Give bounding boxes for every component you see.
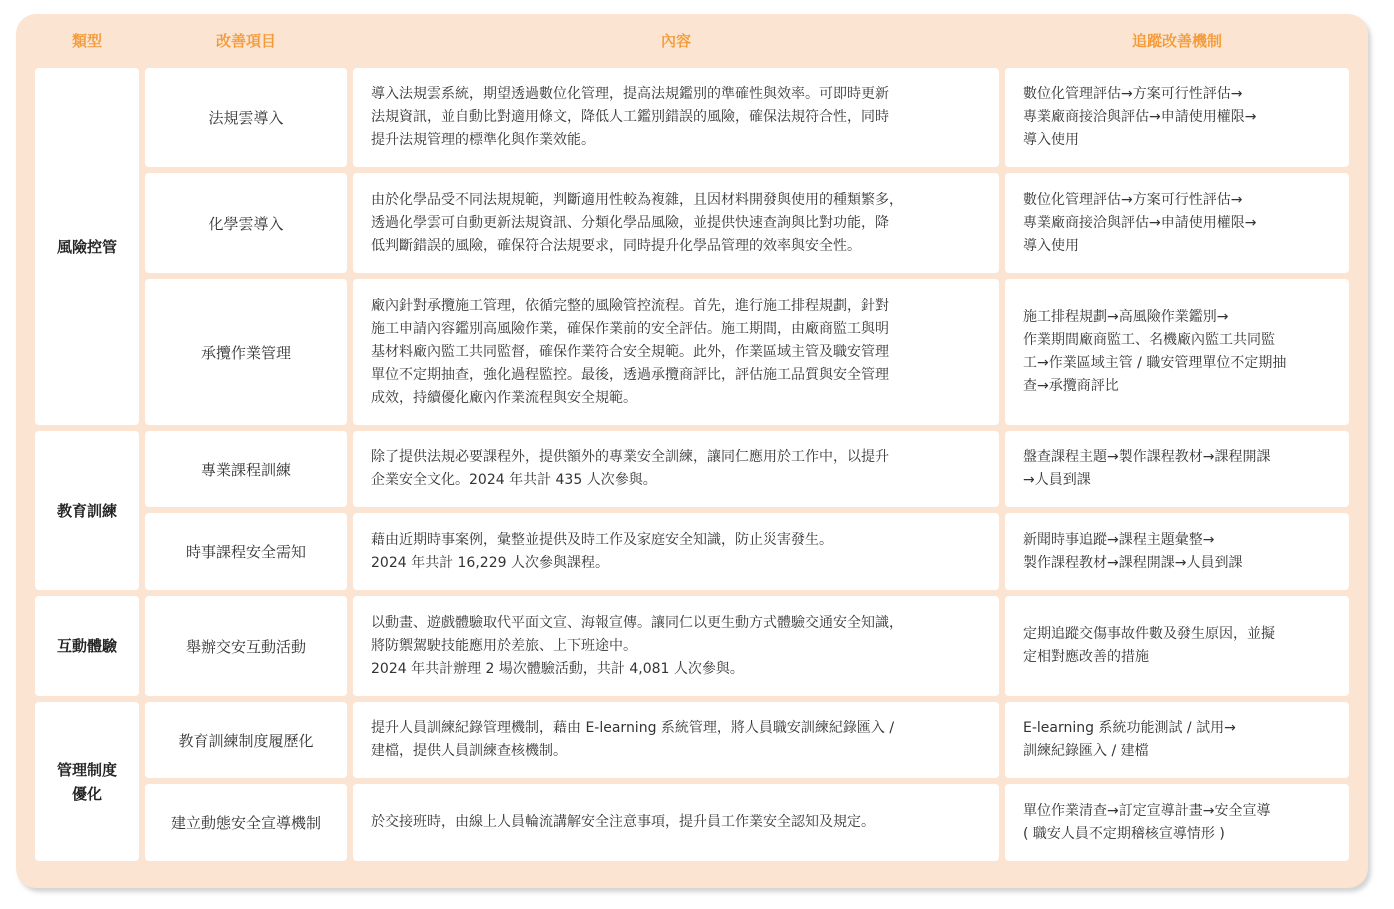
content-cell: [353, 513, 999, 590]
content-line: 除了提供法規必要課程外，提供額外的專業安全訓練，讓同仁應用於工作中，以提升: [371, 449, 889, 465]
item-cell: [145, 596, 347, 696]
item-label: 化學雲導入: [208, 214, 284, 233]
item-label: 建立動態安全宣導機制: [170, 814, 321, 832]
category-label-line: 優化: [71, 784, 102, 803]
item-cell: [145, 513, 347, 590]
header-content: 內容: [660, 32, 691, 50]
mechanism-line: 作業期間廠商監工、名機廠內監工共同監: [1023, 332, 1275, 348]
mechanism-line: 盤查課程主題→製作課程教材→課程開課: [1023, 449, 1271, 465]
content-cell: [353, 596, 999, 696]
content-line: 施工申請內容鑑別高風險作業，確保作業前的安全評估。施工期間，由廠商監工與明: [371, 320, 889, 337]
mechanism-line: 施工排程規劃→高風險作業鑑別→: [1023, 309, 1229, 325]
improvement-table-panel: [16, 14, 1368, 888]
item-cell: [145, 784, 347, 861]
category-management-optimization: [35, 702, 139, 861]
mechanism-line: →人員到課: [1023, 472, 1091, 488]
mechanism-line: 專業廠商接洽與評估→申請使用權限→: [1023, 214, 1257, 231]
mechanism-line: 單位作業清查→訂定宣導計畫→安全宣導: [1023, 802, 1271, 819]
mechanism-line: 製作課程教材→課程開課→人員到課: [1023, 554, 1243, 571]
category-label-line: 教育訓練: [56, 501, 117, 520]
category-risk-control: [35, 68, 139, 425]
item-label: 教育訓練制度履歷化: [178, 731, 314, 750]
mechanism-cell: [1005, 596, 1349, 696]
content-line: 單位不定期抽查，強化過程監控。最後，透過承攬商評比，評估施工品質與安全管理: [371, 366, 889, 383]
content-line: 成效，持續優化廠內作業流程與安全規範。: [371, 389, 637, 406]
header-mechanism: 追蹤改善機制: [1131, 32, 1222, 50]
mechanism-line: 新聞時事追蹤→課程主題彙整→: [1023, 531, 1215, 548]
content-line: 提升人員訓練紀錄管理機制，藉由 E-learning 系統管理，將人員職安訓練紀錄匯入 /: [371, 720, 895, 736]
mechanism-line: 導入使用: [1023, 132, 1079, 148]
mechanism-line: E-learning 系統功能測試 / 試用→: [1023, 720, 1236, 736]
category-interactive-experience: [35, 596, 139, 696]
content-line: 2024 年共計辦理 2 場次體驗活動，共計 4,081 人次參與。: [371, 660, 744, 677]
mechanism-line: 工→作業區域主管 / 職安管理單位不定期抽: [1023, 355, 1287, 371]
category-label-line: 管理制度: [56, 760, 117, 779]
mechanism-line: ( 職安人員不定期稽核宣導情形 ): [1023, 825, 1225, 842]
mechanism-line: 導入使用: [1023, 237, 1079, 254]
header-type: 類型: [71, 32, 102, 50]
content-cell: [353, 279, 999, 425]
content-line: 提升法規管理的標準化與作業效能。: [371, 132, 595, 148]
item-label: 舉辦交安互動活動: [185, 637, 306, 656]
mechanism-line: 數位化管理評估→方案可行性評估→: [1023, 86, 1243, 102]
category-label-line: 互動體驗: [56, 637, 117, 655]
item-cell: [145, 431, 347, 507]
mechanism-line: 專業廠商接洽與評估→申請使用權限→: [1023, 109, 1257, 125]
content-cell: [353, 702, 999, 778]
mechanism-cell: [1005, 431, 1349, 507]
content-line: 基材料廠內監工共同監督，確保作業符合安全規範。此外，作業區域主管及職安管理: [371, 343, 889, 360]
content-cell: [353, 68, 999, 167]
mechanism-line: 數位化管理評估→方案可行性評估→: [1023, 191, 1243, 208]
mechanism-line: 定期追蹤交傷事故件數及發生原因，並擬: [1023, 626, 1275, 642]
mechanism-cell: [1005, 513, 1349, 590]
mechanism-cell: [1005, 702, 1349, 778]
mechanism-cell: [1005, 173, 1349, 273]
mechanism-line: 定相對應改善的措施: [1023, 649, 1149, 665]
item-label: 專業課程訓練: [200, 460, 291, 479]
item-cell: [145, 173, 347, 273]
content-line: 將防禦駕駛技能應用於差旅、上下班途中。: [371, 637, 637, 654]
mechanism-line: 查→承攬商評比: [1023, 378, 1119, 394]
content-line: 於交接班時，由線上人員輪流講解安全注意事項，提升員工作業安全認知及規定。: [371, 814, 875, 830]
content-line: 企業安全文化。2024 年共計 435 人次參與。: [371, 472, 657, 488]
content-cell: [353, 431, 999, 507]
header-item: 改善項目: [215, 32, 276, 50]
content-line: 建檔，提供人員訓練查核機制。: [371, 743, 567, 759]
mechanism-cell: [1005, 279, 1349, 425]
content-line: 由於化學品受不同法規規範，判斷適用性較為複雜，且因材料開發與使用的種類繁多，: [371, 191, 903, 208]
content-cell: [353, 173, 999, 273]
category-label-line: 風險控管: [56, 237, 117, 256]
item-label: 承攬作業管理: [200, 343, 291, 362]
content-line: 透過化學雲可自動更新法規資訊、分類化學品風險，並提供快速查詢與比對功能，降: [371, 214, 889, 231]
category-education-training: [35, 431, 139, 590]
item-label: 時事課程安全需知: [185, 543, 306, 561]
content-line: 以動畫、遊戲體驗取代平面文宣、海報宣傳。讓同仁以更生動方式體驗交通安全知識，: [371, 614, 903, 631]
mechanism-line: 訓練紀錄匯入 / 建檔: [1023, 743, 1149, 759]
content-line: 廠內針對承攬施工管理，依循完整的風險管控流程。首先，進行施工排程規劃，針對: [371, 297, 889, 314]
content-line: 低判斷錯誤的風險，確保符合法規要求，同時提升化學品管理的效率與安全性。: [371, 237, 861, 254]
content-line: 2024 年共計 16,229 人次參與課程。: [371, 554, 609, 571]
content-cell: [353, 784, 999, 861]
item-cell: [145, 68, 347, 167]
content-line: 法規資訊，並自動比對適用條文，降低人工鑑別錯誤的風險，確保法規符合性，同時: [371, 109, 889, 125]
mechanism-cell: [1005, 68, 1349, 167]
mechanism-cell: [1005, 784, 1349, 861]
content-line: 導入法規雲系統，期望透過數位化管理，提高法規鑑別的準確性與效率。可即時更新: [371, 86, 889, 102]
item-label: 法規雲導入: [208, 109, 284, 127]
item-cell: [145, 279, 347, 425]
item-cell: [145, 702, 347, 778]
content-line: 藉由近期時事案例，彙整並提供及時工作及家庭安全知識，防止災害發生。: [371, 531, 833, 548]
